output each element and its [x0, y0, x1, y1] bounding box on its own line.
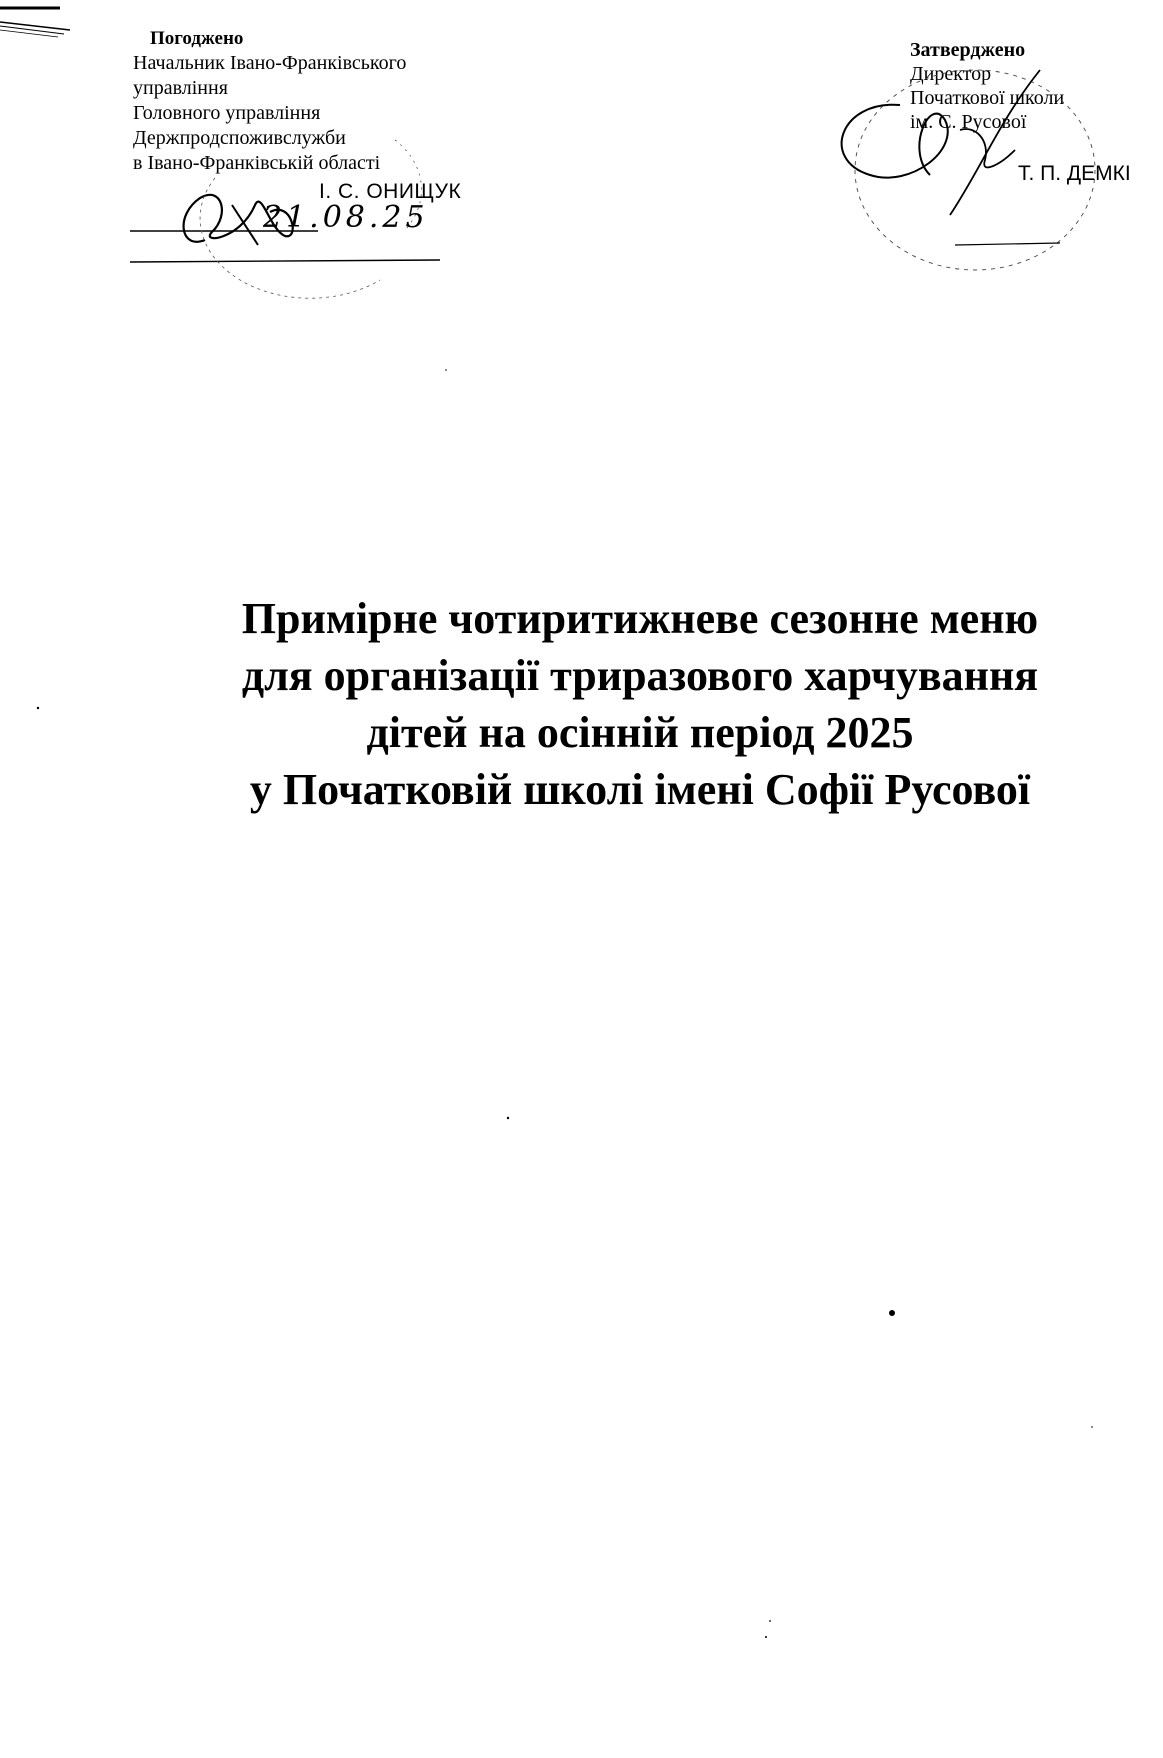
- agreed-position-line-5: в Івано-Франківській області: [133, 152, 381, 174]
- agreed-heading: Погоджено: [150, 28, 244, 49]
- title-line-1: Примірне чотиритижневе сезонне меню: [241, 594, 1039, 643]
- agreed-position-line-1: Начальник Івано-Франківського: [133, 52, 407, 74]
- title-line-3: дітей на осінній період 2025: [366, 708, 914, 757]
- approved-position-line-1: Директор: [910, 63, 992, 85]
- title-line-4: у Початковій школі імені Софії Русової: [249, 765, 1031, 814]
- title-line-2: для організації триразового харчування: [241, 651, 1039, 700]
- document-title: [160, 590, 1120, 818]
- approval-approved-block: [910, 38, 1163, 185]
- agreed-handwritten-date: 21.08.25: [263, 200, 429, 235]
- agreed-signatory-name: І. С. ОНИЩУК: [319, 180, 462, 203]
- approval-agreed-block: [133, 27, 553, 235]
- approved-position-line-3: ім. С. Русової: [910, 111, 1027, 133]
- approved-position-line-2: Початкової школи: [910, 87, 1065, 109]
- agreed-signature-line: [133, 179, 553, 235]
- agreed-position-line-3: Головного управління: [133, 102, 321, 124]
- agreed-position-line-4: Держпродспоживслужби: [133, 127, 346, 149]
- approved-heading: Затверджено: [910, 39, 1026, 61]
- agreed-position-line-2: управління: [133, 77, 228, 99]
- approved-signatory-name: Т. П. ДЕМКІ: [1018, 162, 1131, 185]
